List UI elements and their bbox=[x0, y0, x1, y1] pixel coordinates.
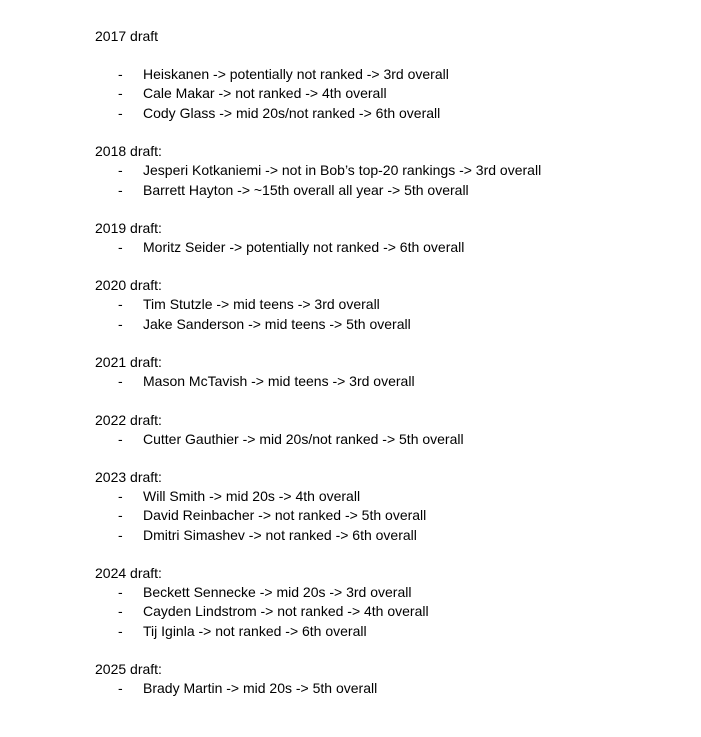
list-item bbox=[95, 372, 685, 391]
list-item bbox=[95, 295, 685, 314]
section-heading: 2020 draft: bbox=[95, 277, 162, 294]
bullet-dash: - bbox=[118, 66, 123, 82]
list-item-text: Cayden Lindstrom -> not ranked -> 4th overall bbox=[143, 603, 429, 620]
list-item bbox=[95, 84, 685, 103]
draft-section bbox=[95, 276, 685, 334]
bullet-dash: - bbox=[118, 584, 123, 601]
bullet-dash: - bbox=[118, 296, 123, 313]
list-item-text: Cutter Gauthier -> mid 20s/not ranked -> 5th overall bbox=[143, 430, 464, 447]
bullet-dash: - bbox=[118, 373, 123, 390]
draft-section bbox=[95, 564, 685, 641]
section-heading: 2022 draft: bbox=[95, 411, 162, 428]
draft-section bbox=[95, 411, 685, 449]
list-item-text: Tij Iginla -> not ranked -> 6th overall bbox=[143, 622, 367, 639]
draft-section bbox=[95, 27, 685, 123]
list-item bbox=[95, 622, 685, 641]
list-item-text: Will Smith -> mid 20s -> 4th overall bbox=[143, 487, 361, 504]
list-item bbox=[95, 181, 685, 200]
list-item-text: David Reinbacher -> not ranked -> 5th overall bbox=[143, 507, 427, 524]
bullet-dash: - bbox=[118, 104, 123, 121]
bullet-dash: - bbox=[118, 526, 123, 543]
list-item-text: Moritz Seider -> potentially not ranked -> 6th overall bbox=[143, 238, 465, 255]
list-item-text: Cody Glass -> mid 20s/not ranked -> 6th overall bbox=[143, 104, 441, 121]
list-item-text: Cale Makar -> not ranked -> 4th overall bbox=[143, 85, 387, 102]
list-item bbox=[95, 161, 685, 180]
list-item bbox=[95, 238, 685, 257]
blank-line bbox=[95, 46, 685, 65]
bullet-dash: - bbox=[118, 315, 123, 332]
list-item bbox=[95, 506, 685, 525]
draft-section bbox=[95, 142, 685, 200]
bullet-dash: - bbox=[118, 85, 123, 102]
list-item bbox=[95, 315, 685, 334]
bullet-dash: - bbox=[118, 162, 123, 179]
bullet-dash: - bbox=[118, 487, 123, 504]
list-item bbox=[95, 602, 685, 621]
list-item-text: Jake Sanderson -> mid teens -> 5th overall bbox=[143, 315, 411, 332]
list-item bbox=[95, 487, 685, 506]
bullet-dash: - bbox=[118, 680, 123, 697]
section-heading: 2018 draft: bbox=[95, 143, 162, 160]
list-item-text: Dmitri Simashev -> not ranked -> 6th overall bbox=[143, 526, 417, 543]
document-body bbox=[95, 27, 685, 718]
list-item bbox=[95, 679, 685, 698]
list-item-text: Mason McTavish -> mid teens -> 3rd overall bbox=[143, 373, 415, 390]
draft-section bbox=[95, 660, 685, 698]
section-heading: 2019 draft: bbox=[95, 219, 162, 236]
section-heading: 2025 draft: bbox=[95, 661, 162, 678]
section-heading: 2021 draft: bbox=[95, 354, 162, 371]
bullet-dash: - bbox=[118, 238, 123, 255]
draft-section bbox=[95, 219, 685, 257]
list-item bbox=[95, 583, 685, 602]
section-heading: 2023 draft: bbox=[95, 468, 162, 485]
bullet-dash: - bbox=[118, 603, 123, 620]
section-heading: 2024 draft: bbox=[95, 565, 162, 582]
list-item-text: Heiskanen -> potentially not ranked -> 3rd overall bbox=[143, 66, 449, 82]
list-item-text: Tim Stutzle -> mid teens -> 3rd overall bbox=[143, 296, 380, 313]
bullet-dash: - bbox=[118, 430, 123, 447]
list-item-text: Jesperi Kotkaniemi -> not in Bob’s top-20 rankings -> 3rd overall bbox=[143, 162, 542, 179]
draft-section bbox=[95, 468, 685, 545]
bullet-dash: - bbox=[118, 507, 123, 524]
section-heading: 2017 draft bbox=[95, 28, 159, 44]
list-item bbox=[95, 65, 685, 84]
bullet-dash: - bbox=[118, 622, 123, 639]
list-item bbox=[95, 430, 685, 449]
list-item-text: Barrett Hayton -> ~15th overall all year -> 5th overall bbox=[143, 181, 469, 198]
draft-section bbox=[95, 353, 685, 391]
bullet-dash: - bbox=[118, 181, 123, 198]
list-item-text: Brady Martin -> mid 20s -> 5th overall bbox=[143, 680, 378, 697]
list-item bbox=[95, 526, 685, 545]
list-item bbox=[95, 104, 685, 123]
list-item-text: Beckett Sennecke -> mid 20s -> 3rd overall bbox=[143, 584, 412, 601]
